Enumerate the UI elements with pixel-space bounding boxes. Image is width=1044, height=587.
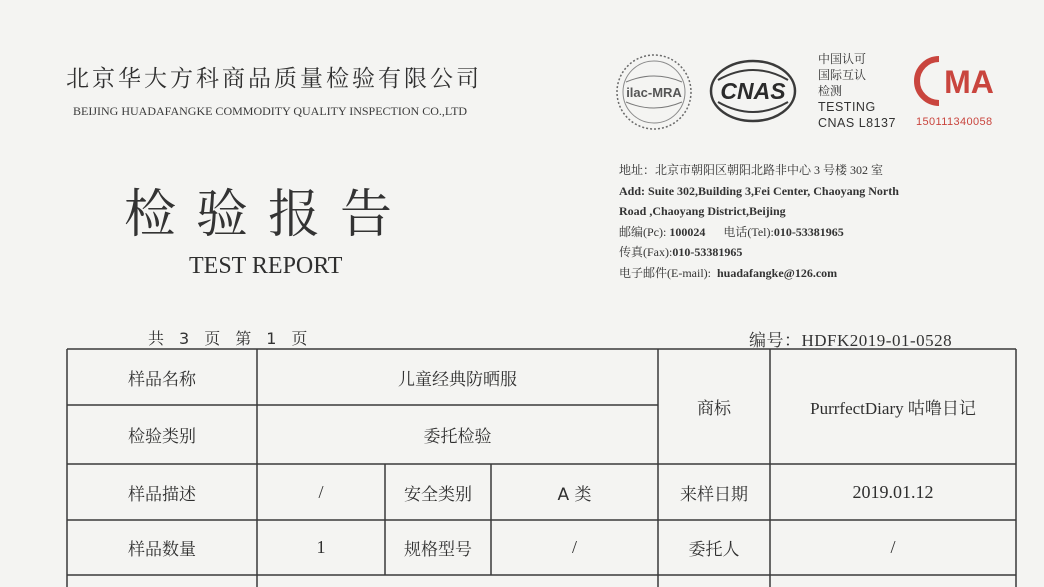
arrival-date-value: 2019.01.12 xyxy=(852,481,934,502)
description-label: 样品描述 xyxy=(128,484,196,505)
postcode: 100024 xyxy=(669,224,706,239)
safety-value: A 类 xyxy=(557,484,592,505)
client-value: / xyxy=(890,537,896,557)
address-cn: 地址：北京市朝阳区朝阳北路非中心 3 号楼 302 室 xyxy=(619,163,884,177)
client-label: 委托人 xyxy=(688,540,740,560)
pages-unit: 页 xyxy=(204,329,222,348)
cnas-line5: CNAS L8137 xyxy=(818,116,896,130)
company-name-cn: 北京华大方科商品质量检验有限公司 xyxy=(66,66,482,92)
cnas-line1: 中国认可 xyxy=(818,52,867,66)
inspection-type-label: 检验类别 xyxy=(128,427,196,447)
cnas-logo-text: CNAS xyxy=(720,78,786,104)
description-value: / xyxy=(318,481,324,502)
quantity-label: 样品数量 xyxy=(128,540,196,560)
email-label: 电子邮件(E-mail): xyxy=(619,265,711,280)
page-prefix: 第 xyxy=(235,329,253,348)
cnas-line2: 国际互认 xyxy=(818,68,867,82)
cma-logo-text: MA xyxy=(944,64,994,100)
phone-label: 电话(Tel): xyxy=(723,224,774,239)
report-title-cn: 检验报告 xyxy=(124,185,413,245)
ilac-logo-text: ilac-MRA xyxy=(626,85,682,100)
address-en-line2: Road ,Chaoyang District,Beijing xyxy=(619,204,786,218)
address-en-line1: Suite 302,Building 3,Fei Center, Chaoyang North xyxy=(648,183,899,198)
address-en-label: Add: xyxy=(619,183,646,198)
phone: 010-53381965 xyxy=(773,224,844,239)
cnas-line4: TESTING xyxy=(818,100,876,114)
cma-number: 150111340058 xyxy=(916,116,993,128)
model-label: 规格型号 xyxy=(404,540,472,560)
trademark-label: 商标 xyxy=(697,399,731,419)
page-current: 1 xyxy=(266,329,278,348)
pages-total-prefix: 共 xyxy=(148,329,166,348)
postcode-label: 邮编(Pc): xyxy=(619,224,667,239)
safety-label: 安全类别 xyxy=(404,484,472,505)
fax: 010-53381965 xyxy=(672,245,743,259)
report-number: 编号：HDFK2019-01-0528 xyxy=(749,331,953,350)
fax-label: 传真(Fax): xyxy=(619,245,673,259)
sample-name-label: 样品名称 xyxy=(128,369,196,390)
quantity-value: 1 xyxy=(316,537,326,557)
company-name-en: BEIJING HUADAFANGKE COMMODITY QUALITY INSPECTION CO.,LTD xyxy=(73,104,468,118)
inspection-type-value: 委托检验 xyxy=(423,427,492,447)
model-value: / xyxy=(571,537,577,557)
trademark-value: PurrfectDiary 咕噜日记 xyxy=(810,399,976,418)
cnas-line3: 检测 xyxy=(818,84,843,98)
pages-total: 3 xyxy=(179,329,191,348)
email: huadafangke@126.com xyxy=(716,265,838,280)
report-title-en: TEST REPORT xyxy=(189,253,343,279)
page-unit: 页 xyxy=(291,329,309,348)
arrival-date-label: 来样日期 xyxy=(680,484,748,505)
sample-name-value: 儿童经典防晒服 xyxy=(398,369,517,390)
